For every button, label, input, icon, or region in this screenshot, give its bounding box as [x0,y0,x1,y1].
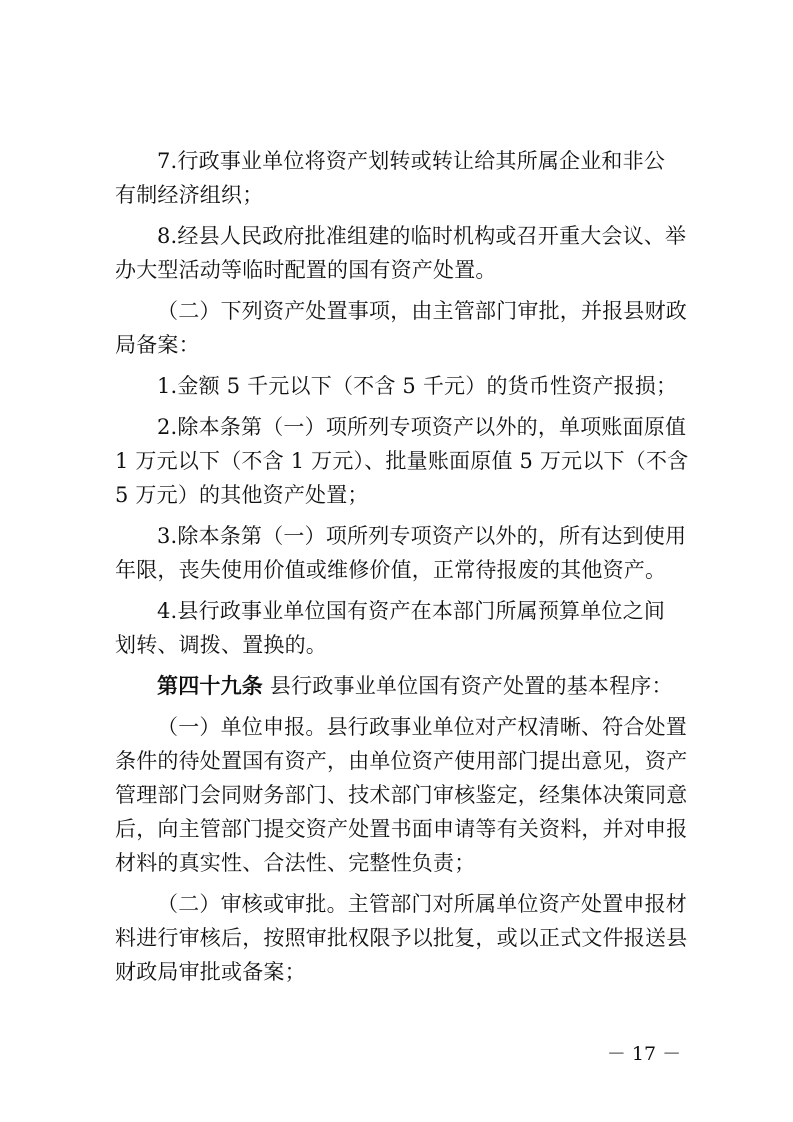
text-line: （二）下列资产处置事项，由主管部门审批，并报县财政 [157,299,687,323]
text-line: 材料的真实性、合法性、完整性负责； [115,851,476,875]
text-line: 条件的待处置国有资产，由单位资产使用部门提出意见，资产 [115,749,688,773]
text-line: 财政局审批或备案； [115,960,306,984]
text-line: 局备案： [115,333,200,357]
paragraph-gap [115,880,681,887]
text-line: 7.行政事业单位将资产划转或转让给其所属企业和非公 [157,149,666,173]
paragraph-gap [115,212,681,219]
text-line: 划转、调拨、置换的。 [115,633,327,657]
text-line: 5 万元）的其他资产处置； [115,483,369,507]
text-line: 1 万元以下（不含 1 万元）、批量账面原值 5 万元以下（不含 [115,449,689,473]
text-line: 8.经县人民政府批准组建的临时机构或召开重大会议、举 [157,224,687,248]
paragraph-gap [115,662,681,669]
paragraph-gap [115,287,681,294]
article-text: 县行政事业单位国有资产处置的基本程序： [269,674,673,698]
text-line: 办大型活动等临时配置的国有资产处置。 [115,258,497,282]
text-line: 2.除本条第（一）项所列专项资产以外的，单项账面原值 [157,415,687,439]
document-body [115,144,689,989]
text-line: （二）审核或审批。主管部门对所属单位资产处置申报材 [157,892,687,916]
paragraph-gap [115,512,681,519]
text-line: （一）单位申报。县行政事业单位对产权清晰、符合处置 [157,715,687,739]
text-line: 3.除本条第（一）项所列专项资产以外的，所有达到使用 [157,524,687,548]
paragraph-gap [115,703,681,710]
text-line: 4.县行政事业单位国有资产在本部门所属预算单位之间 [157,599,666,623]
text-line: 有制经济组织； [115,183,264,207]
text-line: 后，向主管部门提交资产处置书面申请等有关资料，并对申报 [115,817,688,841]
paragraph-gap [115,403,681,410]
text-line: 年限，丧失使用价值或维修价值，正常待报废的其他资产。 [115,558,667,582]
text-line: 料进行审核后，按照审批权限予以批复，或以正式文件报送县 [115,926,688,950]
text-line: 1.金额 5 千元以下（不含 5 千元）的货币性资产报损； [157,374,678,398]
text-line: 管理部门会同财务部门、技术部门审核鉴定，经集体决策同意 [115,783,688,807]
page-number: － 17 － [606,1043,682,1065]
article-line [115,669,681,703]
paragraph-gap [115,362,681,369]
paragraph-gap [115,587,681,594]
article-title: 第四十九条 [157,673,263,698]
